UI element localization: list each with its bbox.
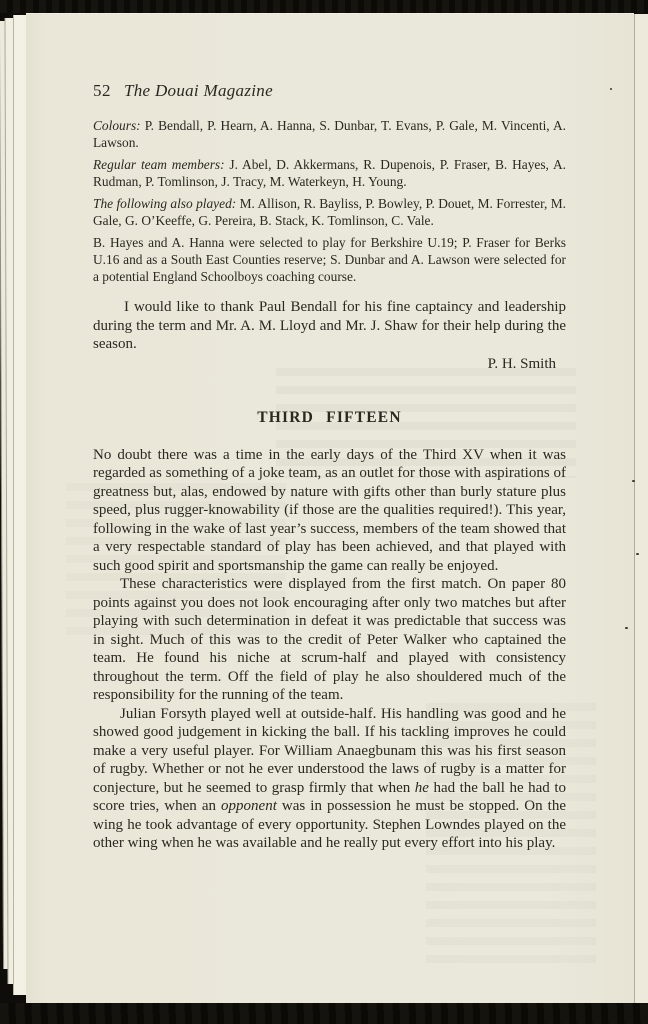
text-run: Julian Forsyth played well at outside-half. His handling was good and he showed good judgement in kicking the ball. If his tackling improves he could make a very useful player. For William Anaegbunam this was his first season of rugby. Whether or not he ever understood the laws of rugby is a matter for conjecture, but he seemed to grasp firmly that when (93, 705, 566, 796)
running-head (93, 81, 566, 101)
regular-members-paragraph (93, 156, 566, 190)
page-number: 52 (93, 81, 111, 100)
article-body (93, 446, 566, 853)
text-run: No doubt there was a time in the early days of the Third XV when it was regarded as something of a joke team, as an outlet for those with aspirations of greatness but, alas, endowed by nature with gifts other than burly stature plus speed, plus rugger-knowability (if those are the qualities required!). This year, following in the wake of last year’s success, members of the team showed that a very respectable standard of play has been achieved, and that played with such good spirit and sportsmanship the game can really be enjoyed. (93, 446, 566, 574)
also-played-paragraph (93, 195, 566, 229)
text-run: B. Hayes and A. Hanna were selected to play for Berkshire U.19; P. Fraser for Berks U.16 and as a South East Counties reserve; S. Dunbar and A. Lawson were selected for a potential England Schoolboys coaching course. (93, 235, 566, 284)
scanner-bed-top (0, 0, 648, 13)
scanner-bed-bottom (0, 1003, 648, 1024)
dust-speck (610, 88, 612, 90)
emphasized-text: The following also played: (93, 196, 237, 211)
article-heading: THIRD FIFTEEN (257, 408, 402, 426)
dust-speck (636, 553, 639, 555)
emphasized-text: opponent (221, 798, 277, 814)
adjacent-page-sliver (634, 14, 648, 1004)
text-run: These characteristics were displayed from the first match. On paper 80 points against you does not look encouraging after only two matches but after playing with such determination in defeat it was predictable that success was in sight. Much of this was to the credit of Peter Walker who captained the team. He found his niche at scrum-half and played with consistency throughout the term. Off the field of play he also shouldered much of the responsibility for the running of the team. (93, 576, 566, 703)
emphasized-text: Regular team members: (93, 157, 225, 172)
emphasized-text: Colours: (93, 118, 141, 133)
text-run: P. Bendall, P. Hearn, A. Hanna, S. Dunbar, T. Evans, P. Gale, M. Vincenti, A. Lawson. (93, 118, 566, 150)
text-run: had the ball he had to score tries, when an (93, 779, 566, 814)
author-signature: P. H. Smith (487, 355, 556, 372)
thanks-paragraph (93, 298, 566, 354)
article-paragraph-2 (93, 575, 566, 705)
dust-speck (625, 627, 628, 629)
team-lists-section (93, 117, 566, 285)
dust-speck (632, 480, 635, 482)
article-paragraph-1 (93, 446, 566, 576)
text-run: M. Allison, R. Bayliss, P. Bowley, P. Douet, M. Forrester, M. Gale, G. O’Keeffe, G. Pereira, B. Stack, K. Tomlinson, C. Vale. (93, 196, 566, 228)
text-column (93, 81, 566, 853)
emphasized-text: he (414, 779, 429, 796)
magazine-title: The Douai Magazine (124, 81, 273, 100)
selections-paragraph (93, 234, 566, 285)
magazine-page (26, 13, 634, 1004)
article-paragraph-3 (93, 705, 566, 853)
text-run: I would like to thank Paul Bendall for his fine captaincy and leadership during the term and Mr. A. M. Lloyd and Mr. J. Shaw for their help during the season. (93, 299, 566, 352)
text-run: was in possession he must be stopped. On the wing he took advantage of every opportunity. Stephen Lowndes played on the other wing when he was available and he really put every effort into his play. (93, 798, 566, 851)
text-run: J. Abel, D. Akkermans, R. Dupenois, P. Fraser, B. Hayes, A. Rudman, P. Tomlinson, J. Tracy, M. Waterkeyn, H. Young. (93, 157, 566, 189)
colours-paragraph (93, 117, 566, 151)
